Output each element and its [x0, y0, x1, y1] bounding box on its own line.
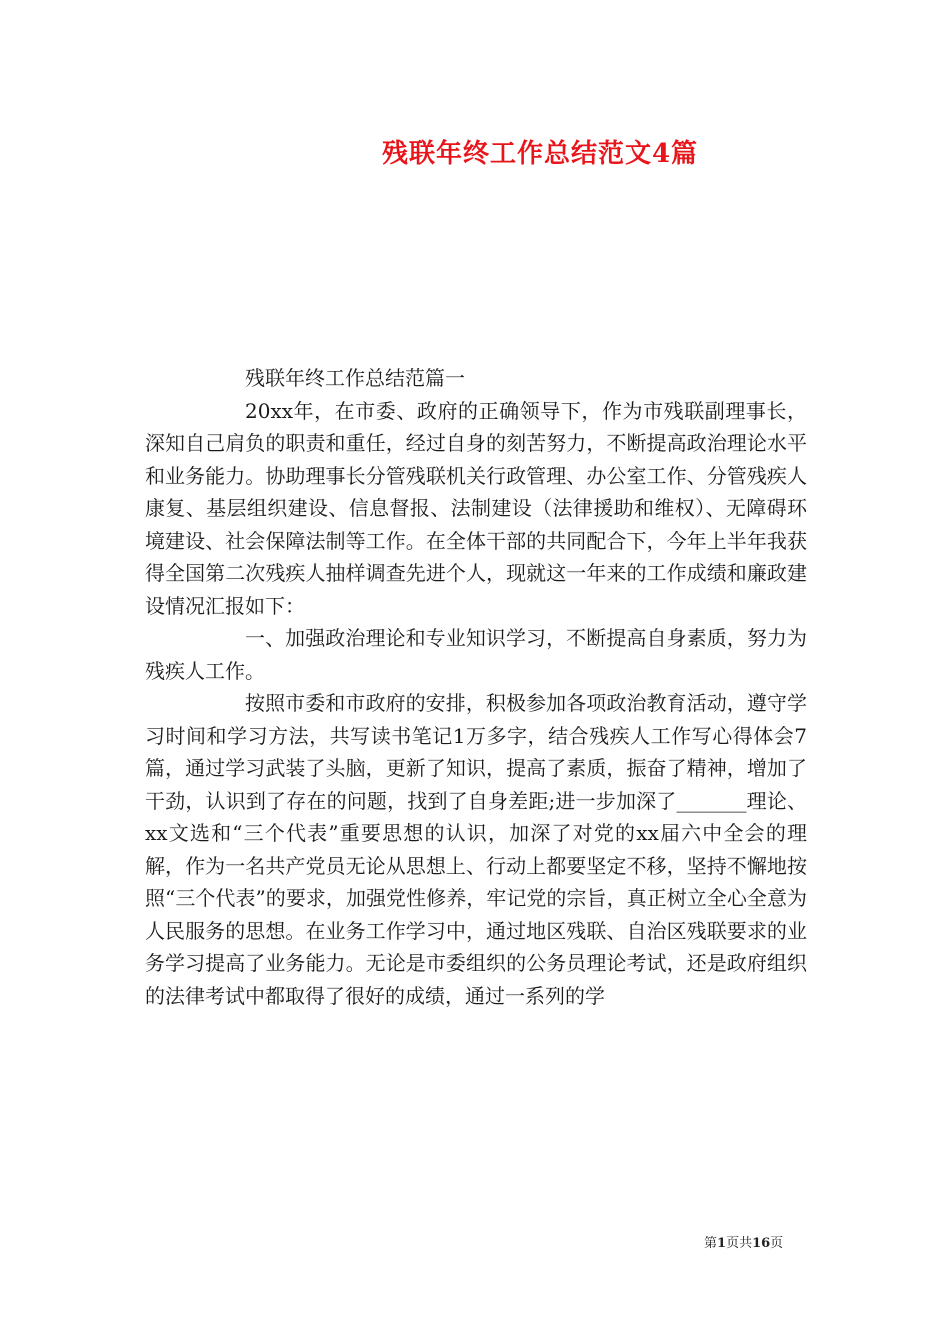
- paragraph-1: 20xx年，在市委、政府的正确领导下，作为市残联副理事长，深知自己肩负的职责和重任，经过自身的刻苦努力，不断提高政治理论水平和业务能力。协助理事长分管残联机关行政管理、办公室工作、分管残疾人康复、基层组织建设、信息督报、法制建设（法律援助和维权）、无障碍环境建设、社会保障法制等工作。在全体干部的共同配合下，今年上半年我获得全国第二次残疾人抽样调查先进个人，现就这一年来的工作成绩和廉政建设情况汇报如下：: [145, 398, 807, 618]
- footer-total-pages: 16: [752, 1236, 771, 1251]
- section-heading: 残联年终工作总结范篇一: [245, 366, 465, 390]
- footer-prefix: 第: [704, 1236, 718, 1251]
- paragraph-2: 一、加强政治理论和专业知识学习，不断提高自身素质，努力为残疾人工作。: [145, 626, 807, 683]
- paragraph-3: 按照市委和市政府的安排，积极参加各项政治教育活动，遵守学习时间和学习方法，共写读书笔记1万多字，结合残疾人工作写心得体会7篇，通过学习武装了头脑，更新了知识，提高了素质，振奋了精神，增加了干劲，认识到了存在的问题，找到了自身差距;进一步加深了_______理论、xx文选和“三个代表”重要思想的认识，加深了对党的xx届六中全会的理解，作为一名共产党员无论从思想上、行动上都要坚定不移，坚持不懈地按照“三个代表”的要求，加强党性修养，牢记党的宗旨，真正树立全心全意为人民服务的思想。在业务工作学习中，通过地区残联、自治区残联要求的业务学习提高了业务能力。无论是市委组织的公务员理论考试，还是政府组织的法律考试中都取得了很好的成绩，通过一系列的学: [145, 691, 807, 1008]
- document-body: [145, 362, 807, 1012]
- document-title: 残联年终工作总结范文4篇: [381, 139, 699, 169]
- footer-middle: 页共: [726, 1236, 753, 1251]
- footer-current-page: 1: [717, 1236, 727, 1251]
- footer-suffix: 页: [770, 1236, 784, 1251]
- page-footer: [704, 1232, 783, 1251]
